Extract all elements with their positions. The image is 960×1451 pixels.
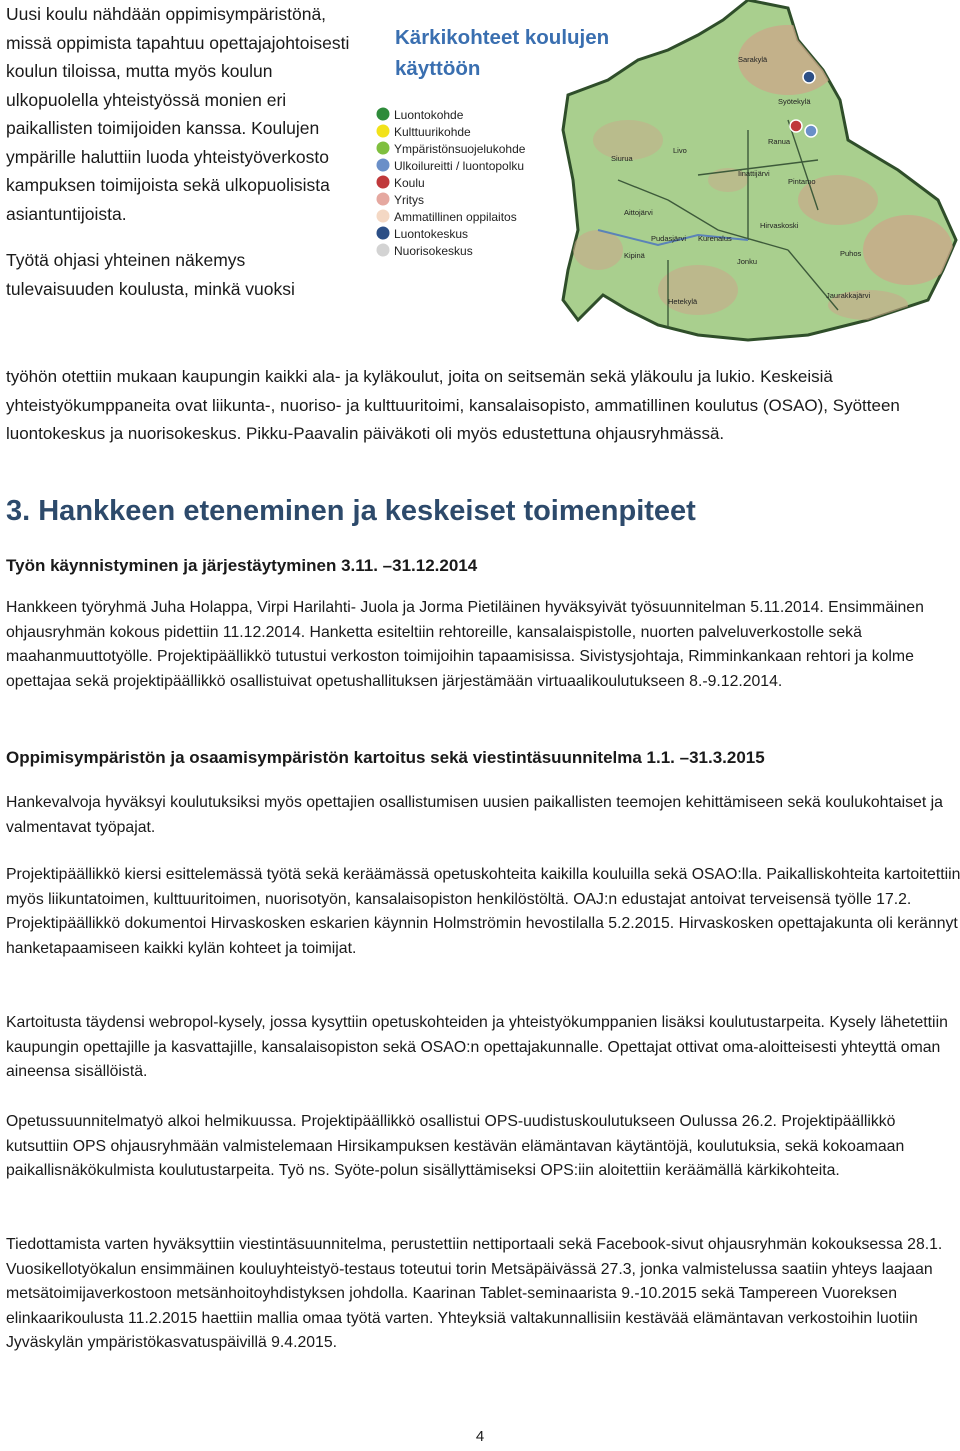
place-siurua: Siurua — [611, 154, 633, 163]
legend-swatch-5 — [377, 176, 390, 189]
place-ranua: Ranua — [768, 137, 791, 146]
paragraph-startup: Hankkeen työryhmä Juha Holappa, Virpi Harilahti- Juola ja Jorma Pietiläinen hyväksyivät työsuunnitelman 5.11.2014. Ensimmäinen ohjausryhmän kokous pidettiin 11.12.2014. Hanketta esiteltiin rehtoreille, kansalaispistolle, nuorten palveluverkostolle sekä maahanmuuttotyölle. Projektipäällikkö tutustui verkoston toimijoihin tapaamisissa. Sivistysjohtaja, Rimminkankaan rehtori ja kolme opettajaa sekä projektipäällikkö osallistuivat opetushallituksen järjestämään virtuaalikoulutukseen 8.-9.12.2014. — [6, 599, 924, 690]
legend-label-5: Koulu — [394, 176, 425, 190]
paragraph-training: Hankevalvoja hyväksyi koulutuksiksi myös opettajien osallistumisen uusien paikallisten teemojen kehittämiseen sekä koulukohtaiset ja valmentavat työpajat. — [6, 794, 943, 836]
partners-paragraph: työhön otettiin mukaan kaupungin kaikki ala- ja kyläkoulut, joita on seitsemän sekä yläkoulu ja lukio. Keskeisiä yhteistyökumppaneita ovat liikunta-, nuoriso- ja kulttuuritoimi, kansalaisopisto, ammatillinen koulutus (OSAO), Syötteen luontokeskus ja nuorisokeskus. Pikku-Paavalin päiväkoti oli myös edustettuna ohjausryhmässä. — [6, 367, 900, 443]
place-syotekyla: Syötekylä — [778, 97, 811, 106]
marker-luontokeskus — [803, 71, 815, 83]
place-kurenalus: Kurenalus — [698, 234, 732, 243]
place-pintamo: Pintamo — [788, 177, 816, 186]
legend-swatch-9 — [377, 244, 390, 257]
marker-koulu-syotekyla — [790, 120, 802, 132]
legend-swatch-3 — [377, 142, 390, 155]
place-hetekyla: Hetekylä — [668, 297, 698, 306]
legend-label-9: Nuorisokeskus — [394, 244, 473, 258]
place-puhos: Puhos — [840, 249, 862, 258]
intro-paragraph-2-start: Työtä ohjasi yhteinen näkemys tulevaisuuden koulusta, minkä vuoksi — [6, 250, 295, 299]
place-pudasjarvi: Pudasjärvi — [651, 234, 687, 243]
map-legend — [377, 108, 526, 259]
schools-map-figure — [368, 0, 960, 350]
place-kipina: Kipinä — [624, 251, 645, 260]
map-title-line-1: Kärkikohteet koulujen — [395, 26, 610, 49]
legend-label-6: Yritys — [394, 193, 424, 207]
place-hirvaskoski: Hirvaskoski — [760, 221, 799, 230]
legend-swatch-1 — [377, 108, 390, 121]
section-heading: 3. Hankkeen eteneminen ja keskeiset toimenpiteet — [6, 495, 696, 527]
legend-label-8: Luontokeskus — [394, 227, 469, 241]
place-jaurakkajarvi: Jaurakkajärvi — [826, 291, 871, 300]
paragraph-communication: Tiedottamista varten hyväksyttiin viestintäsuunnitelma, perustettiin nettiportaali sekä Facebook-sivut ohjausryhmän kokouksessa 28.1. Vuosikellotyökalun ensimmäinen kouluyhteistyö-testaus toteutui torin Metsäpäivässä 27.3, jonka valmistelussa saatiin yhteys laajaan metsätoimijaverkostoon metsänhoitoyhdistyksen johdolla. Kaarinan Tablet-seminaarista 9.-10.2015 sekä Tampereen Vuoreksen elinkaarikoulusta 11.2.2015 haettiin mallia omaa työtä varten. Yhteyksiä valtakunnallisiin kestävää elämäntavan verkostoihin luotiin Jyväskylän ympäristökasvatuspäivillä 9.4.2015. — [6, 1236, 943, 1351]
intro-column — [6, 0, 356, 303]
place-aittojarvi: Aittojärvi — [624, 208, 653, 217]
place-iinattijarvi: Iinattijärvi — [738, 169, 770, 178]
legend-swatch-8 — [377, 227, 390, 240]
map-svg — [368, 0, 960, 350]
legend-label-4: Ulkoilureitti / luontopolku — [394, 159, 525, 173]
legend-label-7: Ammatillinen oppilaitos — [394, 210, 517, 224]
legend-swatch-2 — [377, 125, 390, 138]
marker-ulkoilureitti — [805, 125, 817, 137]
legend-swatch-7 — [377, 210, 390, 223]
subheading-mapping: Oppimisympäristön ja osaamisympäristön kartoitus sekä viestintäsuunnitelma 1.1. –31.3.2015 — [6, 748, 765, 767]
intro-paragraph-1: Uusi koulu nähdään oppimisympäristönä, missä oppimista tapahtuu opettajajohtoisesti koulun tiloissa, mutta myös koulun ulkopuolella yhteistyössä monien eri paikallisten toimijoiden kanssa. Koulujen ympärille haluttiin luoda yhteistyöverkosto kampuksen toimijoista sekä ulkopuolisista asiantuntijoista. — [6, 4, 350, 224]
paragraph-survey: Kartoitusta täydensi webropol-kysely, jossa kysyttiin opetuskohteiden ja yhteistyökumppanien lisäksi koulutustarpeita. Kysely lähetettiin kaupungin opettajille ja kasvattajille, kansalaisopiston sekä OSAO:n opettajakunnalle. Opettajat ottivat oma-aloitteisesti yhteyttä oman aineensa sisällöistä. — [6, 1014, 948, 1080]
legend-label-3: Ympäristönsuojelukohde — [394, 142, 526, 156]
map-title-line-2: käyttöön — [395, 57, 481, 80]
subheading-startup: Työn käynnistyminen ja järjestäytyminen 3.11. –31.12.2014 — [6, 556, 478, 575]
legend-swatch-4 — [377, 159, 390, 172]
intro-paragraph-2-rest — [6, 363, 956, 449]
place-sarakyla: Sarakylä — [738, 55, 768, 64]
place-livo: Livo — [673, 146, 687, 155]
place-jonku: Jonku — [737, 257, 758, 266]
paragraph-visits: Projektipäällikkö kiersi esittelemässä työtä sekä keräämässä opetuskohteita kaikilla kouluilla sekä OSAO:lla. Paikalliskohteita kartoitettiin myös liikuntatoimen, kulttuuritoimen, nuorisotyön, kansalaisopiston henkilöstöltä. OAJ:n edustajat antoivat terveisensä työlle 17.2. Projektipäällikkö dokumentoi Hirvaskosken eskarien käynnin Holmströmin hevostilalla 5.2.2015. Hirvaskosken opettajakunta oli kerännyt hanketapaamiseen kaikki kylän kohteet ja toimijat. — [6, 866, 960, 957]
legend-swatch-6 — [377, 193, 390, 206]
legend-label-1: Luontokohde — [394, 108, 464, 122]
paragraph-curriculum: Opetussuunnitelmatyö alkoi helmikuussa. Projektipäällikkö osallistui OPS-uudistuskoulutukseen Oulussa 26.2. Projektipäällikkö kutsuttiin OPS ohjausryhmään valmistelemaan Hirsikampuksen kestävän elämäntavan käytäntöjä, koulutuksia, sekä kokoamaan paikallisnäkökulmista koulutustarpeita. Työ ns. Syöte-polun sisällyttämiseksi OPS:iin aloitettiin keräämällä kärkikohteita. — [6, 1113, 905, 1179]
page-number: 4 — [475, 1428, 485, 1445]
legend-label-2: Kulttuurikohde — [394, 125, 471, 139]
